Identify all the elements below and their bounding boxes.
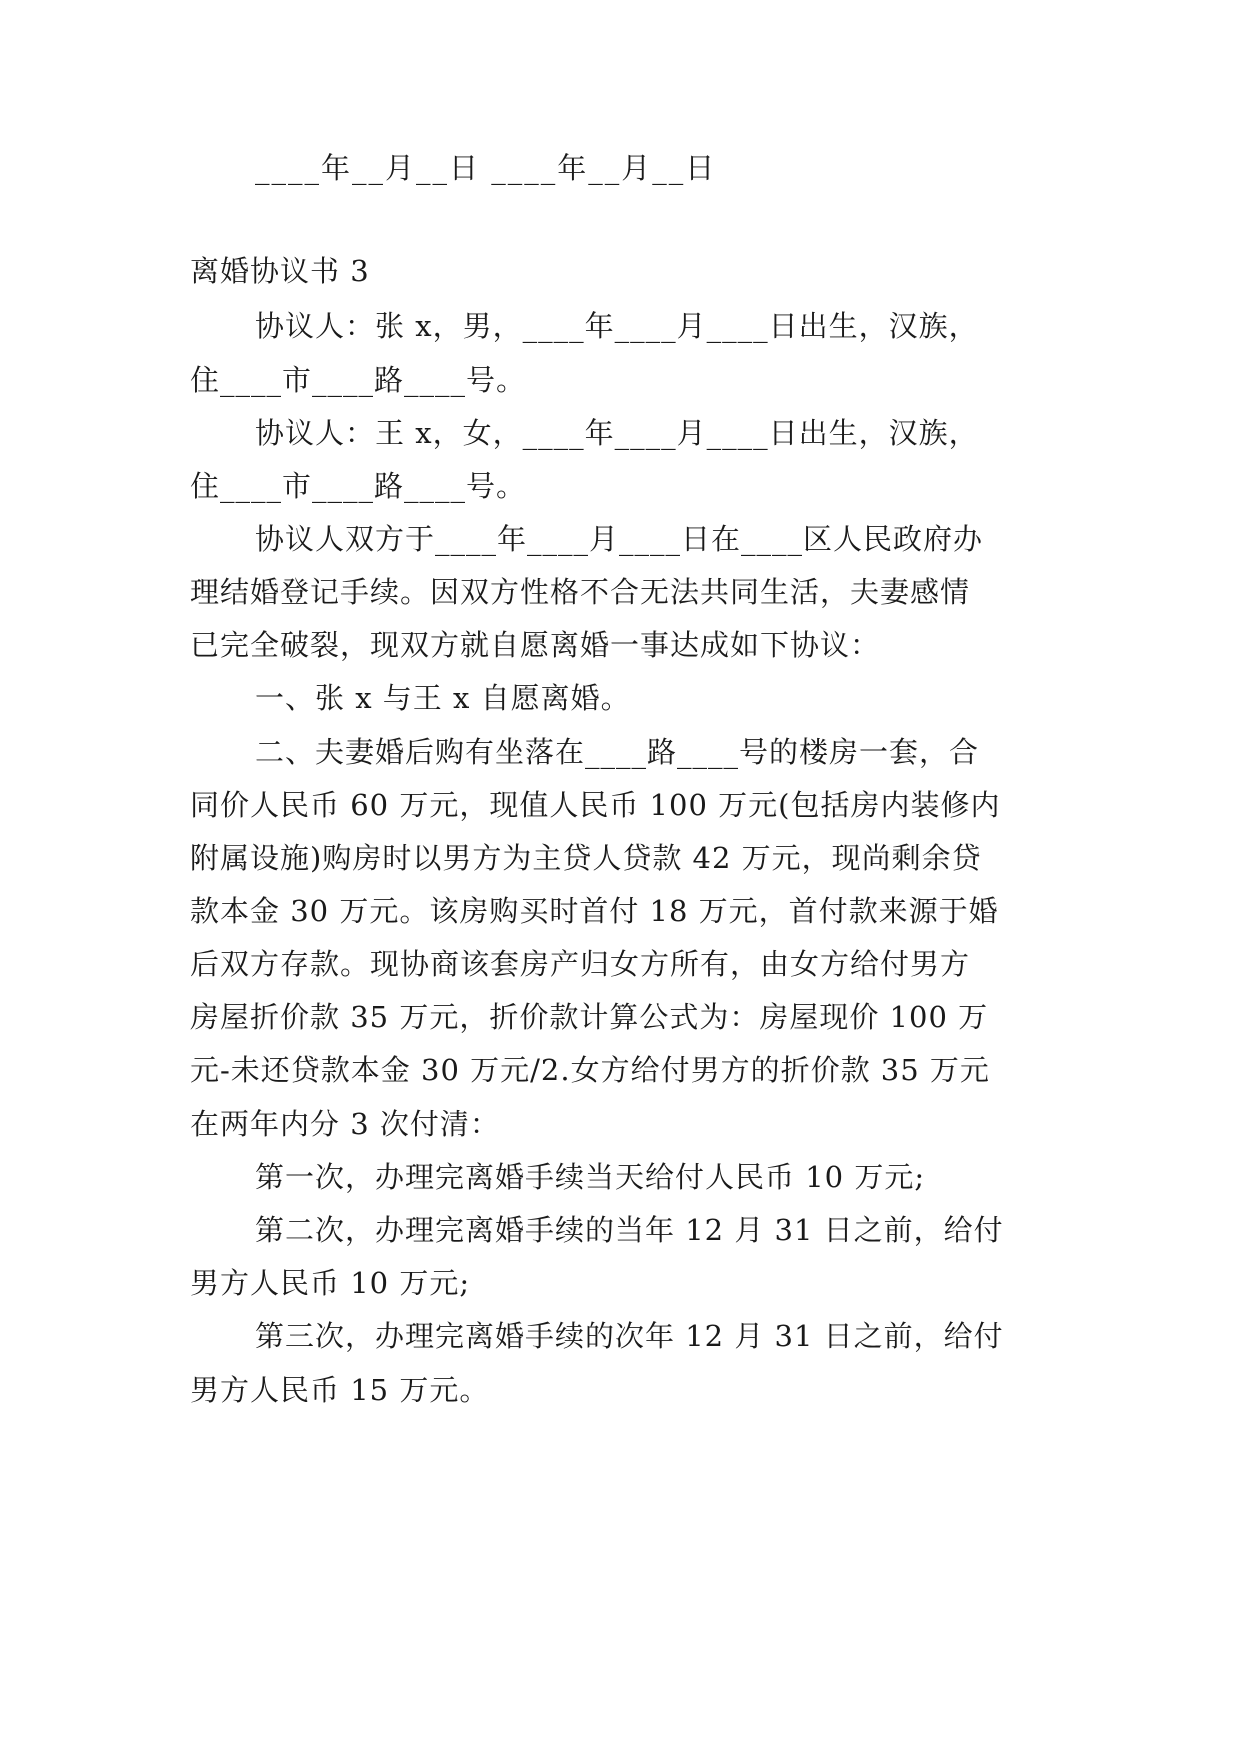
paragraph-line: 住____市____路____号。 [190, 469, 527, 503]
paragraph-line: 在两年内分 3 次付清： [190, 1107, 500, 1141]
paragraph-line: 协议人：张 x，男，____年____月____日出生，汉族， [255, 309, 979, 343]
paragraph-line: 房屋折价款 35 万元，折价款计算公式为：房屋现价 100 万 [190, 1000, 989, 1034]
paragraph-line: 第三次，办理完离婚手续的次年 12 月 31 日之前，给付 [255, 1319, 1004, 1353]
paragraph-line: 协议人双方于____年____月____日在____区人民政府办 [255, 522, 984, 556]
paragraph-line: 男方人民币 15 万元。 [190, 1373, 490, 1407]
paragraph-line: 一、张 x 与王 x 自愿离婚。 [255, 681, 631, 715]
paragraph-line: 二、夫妻婚后购有坐落在____路____号的楼房一套，合 [255, 735, 980, 769]
paragraph-line: 男方人民币 10 万元; [190, 1266, 471, 1300]
paragraph-line: 附属设施)购房时以男方为主贷人贷款 42 万元，现尚剩余贷 [190, 841, 982, 875]
paragraph-line: 元-未还贷款本金 30 万元/2.女方给付男方的折价款 35 万元 [190, 1053, 990, 1087]
paragraph-line: 协议人：王 x，女，____年____月____日出生，汉族， [255, 416, 979, 450]
paragraph-line: 同价人民币 60 万元，现值人民币 100 万元(包括房内装修内 [190, 788, 1001, 822]
paragraph-line: 款本金 30 万元。该房购买时首付 18 万元，首付款来源于婚 [190, 894, 999, 928]
paragraph-line: 第二次，办理完离婚手续的当年 12 月 31 日之前，给付 [255, 1213, 1004, 1247]
document-title: 离婚协议书 3 [190, 254, 370, 288]
paragraph-line: 理结婚登记手续。因双方性格不合无法共同生活，夫妻感情 [190, 575, 971, 609]
paragraph-line: 已完全破裂，现双方就自愿离婚一事达成如下协议： [190, 628, 881, 662]
paragraph-line: 住____市____路____号。 [190, 363, 527, 397]
paragraph-line: 第一次，办理完离婚手续当天给付人民币 10 万元; [255, 1160, 926, 1194]
paragraph-line: 后双方存款。现协商该套房产归女方所有，由女方给付男方 [190, 947, 971, 981]
signature-dates: ____年__月__日 ____年__月__日 [255, 151, 717, 185]
